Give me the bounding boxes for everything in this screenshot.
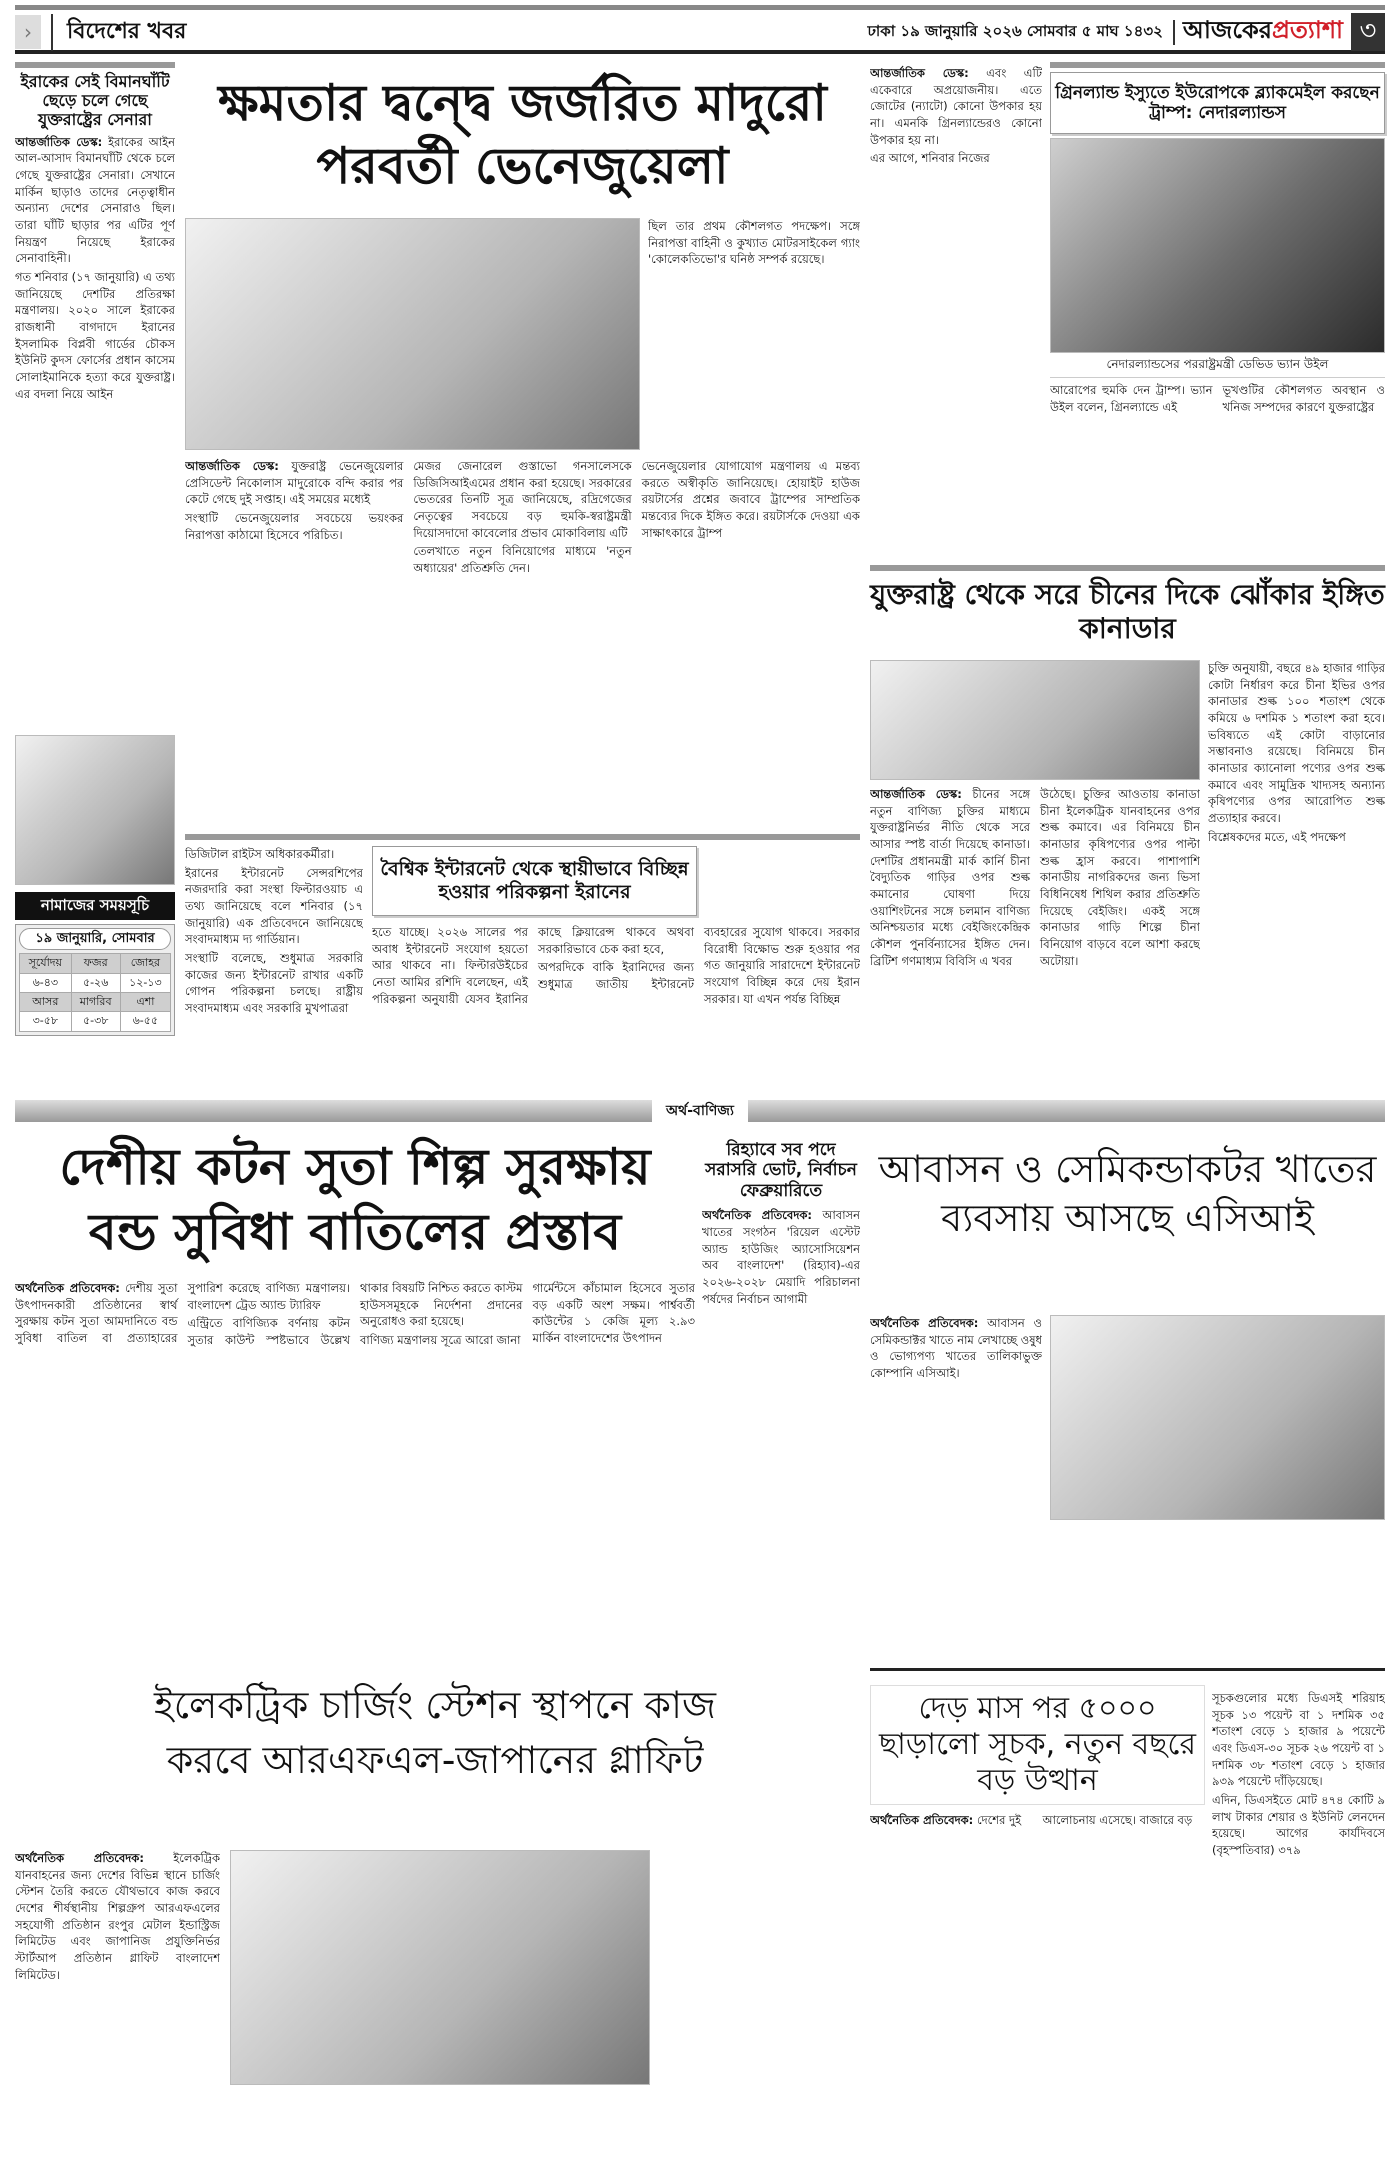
- prayer-times: নামাজের সময়সূচি ১৯ জানুয়ারি, সোমবার সূর্যোদয় ফজর জোহর ৬-৪৩ ৫-২৬ ১২-১৩ আসর মাগরিব এশা ৩-৫৮ ৫-৩৮ ৬-৫৫: [15, 892, 175, 1036]
- newspaper-logo: আজকের প্রত্যাশা: [1182, 16, 1343, 44]
- divider: [870, 1668, 1385, 1671]
- article-rihab: রিহ্যাবে সব পদে সরাসরি ভোট, নির্বাচন ফেব্রুয়ারিতে অর্থনৈতিক প্রতিবেদক: আবাসন খাতের সংগঠন 'রিয়েল এস্টেট অ্যান্ড হাউজিং অ্যাসোসিয়েশন অব বাংলাদেশ' (রিহ্যাব)-এর ২০২৬-২০২৮ মেয়াদি পরিচালনা পর্ষদের নির্বাচন আগামী: [702, 1140, 860, 1306]
- headline-iran: বৈশ্বিক ইন্টারনেট থেকে স্থায়ীভাবে বিচ্ছিন্ন হওয়ার পরিকল্পনা ইরানের: [372, 846, 697, 916]
- chevron-right-icon: ›: [15, 15, 41, 49]
- section-band: অর্থ-বাণিজ্য: [15, 1100, 1385, 1122]
- article-body: আন্তর্জাতিক ডেস্ক: চীনের সঙ্গে নতুন বাণিজ্য চুক্তির মাধ্যমে যুক্তরাষ্ট্রনির্ভর নীতি থেকে সরে আসার স্পষ্ট বার্তা দিয়েছে কানাডা। দেশটির প্রধানমন্ত্রী মার্ক কার্নি চীনা বৈদ্যুতিক গাড়ির ওপর শুল্ক কমানোর ঘোষণা দিয়ে ওয়াশিংটনের সঙ্গে চলমান বাণিজ্য অনিশ্চয়তার মধ্যে বেইজিংকেন্দ্রিক কৌশল পুনর্বিন্যাসের ইঙ্গিত দেন। ব্রিটিশ গণমাধ্যম বিবিসি এ খবর উঠেছে। চুক্তির আওতায় কানাডা চীনা ইলেকট্রিক যানবাহনের ওপর শুল্ক কমাবে। এর বিনিময়ে চীন কানাডার কৃষিপণ্যের ওপর পাল্টা শুল্ক হ্রাস করবে। পাশাপাশি কানাডীয় নাগরিকদের জন্য ভিসা বিধিনিষেধ শিথিল করার প্রতিশ্রুতি দিয়েছে বেইজিং। একই সঙ্গে কানাডার গাড়ি শিল্পে চীনা বিনিয়োগ বাড়বে বলে আশা করছে অটোয়া।: [870, 787, 1200, 968]
- headline-greenland: গ্রিনল্যান্ড ইস্যুতে ইউরোপকে ব্ল্যাকমেইল করছেন ট্রাম্প: নেদারল্যান্ডস: [1050, 72, 1385, 134]
- article-body: সূচকগুলোর মধ্যে ডিএসই শরিয়াহ সূচক ১৩ পয়েন্ট বা ১ দশমিক ৩৫ শতাংশ বেড়ে ১ হাজার ৯ পয়েন্টে এবং ডিএস-৩০ সূচক ২৬ পয়েন্ট বা ১ দশমিক ৩৮ শতাংশ বেড়ে ১ হাজার ৯৩৯ পয়েন্টে দাঁড়িয়েছে। এদিন, ডিএসইতে মোট ৪৭৪ কোটি ৯ লাখ টাকার শেয়ার ও ইউনিট লেনদেন হয়েছে। আগের কার্যদিবসে (বৃহস্পতিবার) ৩৭৯: [1212, 1691, 1385, 1858]
- article-body: আন্তর্জাতিক ডেস্ক: যুক্তরাষ্ট্র ভেনেজুয়েলার প্রেসিডেন্ট নিকোলাস মাদুরোকে বন্দি করার পর কেটে গেছে দুই সপ্তাহ। এই সময়ের মধ্যেই সংস্থাটি ভেনেজুয়েলার সবচেয়ে ভয়ংকর নিরাপত্তা কাঠামো হিসেবে পরিচিত। মেজর জেনারেল গুস্তাভো গনসালেসকে ডিজিসিআইএমের প্রধান করা হয়েছে। সরকারের ভেতরের তিনটি সূত্র জানিয়েছে, রদ্রিগেজের নেতৃত্বের সবচেয়ে বড় হুমকি-স্বরাষ্ট্রমন্ত্রী দিয়োসদাদো কাবেলোর প্রভাব মোকাবিলায় এটি তেলখাতে নতুন বিনিয়োগের মাধ্যমে 'নতুন অধ্যায়ের' প্রতিশ্রুতি দেন। ভেনেজুয়েলার যোগাযোগ মন্ত্রণালয় এ মন্তব্য করতে অস্বীকৃতি জানিয়েছে। হোয়াইট হাউজ রয়টার্সের প্রশ্নের জবাবে ট্রাম্পের সাম্প্রতিক মন্তব্যের দিকে ইঙ্গিত করে। রয়টার্সকে দেওয়া এক সাক্ষাৎকারে ট্রাম্প: [185, 459, 860, 576]
- signing-ceremony-photo: [230, 1850, 650, 2085]
- article-body: আন্তর্জাতিক ডেস্ক: এবং এটি একেবারে অপ্রয়োজনীয়। এতে জোটের (ন্যাটো) কোনো উপকার হয় না। এমনকি গ্রিনল্যান্ডেরও কোনো উপকার হয় না। এর আগে, শনিবার নিজের: [870, 66, 1042, 166]
- section-title: বিদেশের খবর: [51, 14, 186, 51]
- issue-date: ঢাকা ১৯ জানুয়ারি ২০২৬ সোমবার ৫ মাঘ ১৪৩২: [867, 20, 1174, 45]
- divider: [870, 565, 1385, 571]
- page-header: [15, 14, 1385, 54]
- divider: [1050, 62, 1385, 68]
- page-number: ৩: [1351, 13, 1385, 51]
- headline-aci: আবাসন ও সেমিকন্ডাকটর খাতের ব্যবসায় আসছে এসিআই: [878, 1147, 1377, 1241]
- article-body: চুক্তি অনুযায়ী, বছরে ৪৯ হাজার গাড়ির কোটা নির্ধারণ করে চীনা ইভির ওপর কানাডার শুল্ক ১০০ শতাংশ থেকে কমিয়ে ৬ দশমিক ১ শতাংশ করা হবে। ভবিষ্যতে এই কোটা বাড়ানোর সম্ভাবনাও রয়েছে। বিনিময়ে চীন কানাডার ক্যানোলা পণ্যের ওপর শুল্ক কমাবে এবং সামুদ্রিক খাদ্যসহ অন্যান্য কৃষিপণ্যের ওপর আরোপিত শুল্ক প্রত্যাহার করবে। বিশ্লেষকদের মতে, এই পদক্ষেপ: [1208, 661, 1385, 844]
- headline-stock: দেড় মাস পর ৫০০০ ছাড়ালো সূচক, নতুন বছরে বড় উত্থান: [870, 1685, 1205, 1805]
- divider: [185, 834, 860, 840]
- top-rule: [15, 5, 1385, 10]
- headline-canada: যুক্তরাষ্ট্র থেকে সরে চীনের দিকে ঝোঁকার ইঙ্গিত কানাডার: [870, 578, 1385, 645]
- prayer-table: সূর্যোদয় ফজর জোহর ৬-৪৩ ৫-২৬ ১২-১৩ আসর মাগরিব এশা ৩-৫৮ ৫-৩৮ ৬-৫৫: [19, 953, 171, 1031]
- venezuela-photo: [185, 218, 640, 450]
- article-body: অর্থনৈতিক প্রতিবেদক: দেশীয় সুতা উৎপাদনকারী প্রতিষ্ঠানের স্বার্থ সুরক্ষায় কটন সুতা আমদানিতে বন্ড সুবিধা বাতিল বা প্রত্যাহারের সুপারিশ করেছে বাণিজ্য মন্ত্রণালয়। বাংলাদেশ ট্রেড অ্যান্ড ট্যারিফ এন্ট্রিতে বাণিজ্যিক বর্ণনায় কটন সুতার কাউন্ট স্পষ্টভাবে উল্লেখ থাকার বিষয়টি নিশ্চিত করতে কাস্টম হাউসসমূহকে নির্দেশনা প্রদানের অনুরোধও করা হয়েছে। বাণিজ্য মন্ত্রণালয় সূত্রে আরো জানা গার্মেন্টসে কাঁচামাল হিসেবে সুতার বড় একটি অংশ সক্ষম। পার্শ্ববর্তী কাউন্টের ১ কেজি মূল্য ২.৯৩ মার্কিন বাংলাদেশের উৎপাদন: [15, 1281, 695, 1348]
- article-body: অর্থনৈতিক প্রতিবেদক: দেশের দুই আলোচনায় এসেছে। বাজারে বড়: [870, 1813, 1193, 1827]
- divider: [15, 62, 175, 68]
- article-body: ছিল তার প্রথম কৌশলগত পদক্ষেপ। সঙ্গে নিরাপত্তা বাহিনী ও কুখ্যাত মোটরসাইকেল গ্যাং 'কোলেকতিভো'র ঘনিষ্ঠ সম্পর্ক রয়েছে।: [648, 219, 860, 267]
- article-body: ডিজিটাল রাইটস অধিকারকর্মীরা। ইরানের ইন্টারনেট সেন্সরশিপের নজরদারি করা সংস্থা ফিল্টারওয়াচ এ তথ্য জানিয়েছে বলে শনিবার (১৭ জানুয়ারি) এক প্রতিবেদনে জানিয়েছে সংবাদমাধ্যম দ্য গার্ডিয়ান। সংস্থাটি বলেছে, শুধুমাত্র সরকারি কাজের জন্য ইন্টারনেট রাখার একটি গোপন পরিকল্পনা চলছে। রাষ্ট্রীয় সংবাদমাধ্যম এবং সরকারি মুখপাত্ররা: [185, 847, 363, 1016]
- mosque-photo: [15, 735, 175, 885]
- article-body: হতে যাচ্ছে। ২০২৬ সালের পর অবাধ ইন্টারনেট সংযোগ হয়তো আর থাকবে না। ফিল্টারউইচের নেতা আমির রশিদি বলেছেন, এই পরিকল্পনা অনুযায়ী যেসব ইরানির কাছে ক্লিয়ারেন্স থাকবে অথবা সরকারিভাবে চেক করা হবে, অপরদিকে বাকি ইরানিদের জন্য শুধুমাত্র জাতীয় ইন্টারনেট ব্যবহারের সুযোগ থাকবে। সরকার বিরোধী বিক্ষোভ শুরু হওয়ার পর গত জানুয়ারি সারাদেশে ইন্টারনেট সংযোগ বিচ্ছিন্ন করে দেয় ইরান সরকার। যা এখন পর্যন্ত বিচ্ছিন্ন: [372, 925, 860, 1006]
- headline: রিহ্যাবে সব পদে সরাসরি ভোট, নির্বাচন ফেব্রুয়ারিতে: [705, 1140, 857, 1201]
- headline-venezuela: ক্ষমতার দ্বন্দ্বে জর্জরিত মাদুরো পরবর্তী ভেনেজুয়েলা: [218, 74, 827, 195]
- article-iraq: [15, 72, 175, 694]
- greenland-photo: [1050, 138, 1385, 353]
- photo-caption: নেদারল্যান্ডসের পররাষ্ট্রমন্ত্রী ডেভিড ভ্যান উইল: [1050, 356, 1385, 378]
- aci-building-photo: [1050, 1315, 1385, 1520]
- headline-graphite: ইলেকট্রিক চার্জিং স্টেশন স্থাপনে কাজ করবে আরএফএল-জাপানের গ্লাফিট: [153, 1683, 717, 1783]
- headline: ইরাকের সেই বিমানঘাঁটি ছেড়ে চলে গেছে যুক্তরাষ্ট্রের সেনারা: [20, 72, 170, 130]
- canada-photo: [870, 660, 1200, 780]
- article-body: আরোপের হুমকি দেন ট্রাম্প। ভ্যান উইল বলেন, গ্রিনল্যান্ডে এই ভূখণ্ডটির কৌশলগত অবস্থান ও খনিজ সম্পদের কারণে যুক্তরাষ্ট্রের: [1050, 383, 1385, 414]
- headline-cotton: দেশীয় কটন সুতা শিল্প সুরক্ষায় বন্ড সুবিধা বাতিলের প্রস্তাব: [59, 1138, 651, 1261]
- article-body: অর্থনৈতিক প্রতিবেদক: আবাসন ও সেমিকন্ডাক্টর খাতে নাম লেখাচ্ছে ওষুধ ও ভোগ্যপণ্য খাতের তালিকাভুক্ত কোম্পানি এসিআই।: [870, 1316, 1042, 1381]
- article-body: আন্তর্জাতিক ডেস্ক: ইরাকের আইন আল-আসাদ বিমানঘাঁটি থেকে চলে গেছে যুক্তরাষ্ট্রের সেনারা। সেখানে মার্কিন ছাড়াও তাদের নেতৃত্বাধীন অন্যান্য দেশের সেনারাও ছিল। তারা ঘাঁটি ছাড়ার পর এটির পূর্ণ নিয়ন্ত্রণ নিয়েছে ইরাকের সেনাবাহিনী। গত শনিবার (১৭ জানুয়ারি) এ তথ্য জানিয়েছে দেশটির প্রতিরক্ষা মন্ত্রণালয়। ২০২০ সালে ইরাকের রাজধানী বাগদাদে ইরানের ইসলামিক বিপ্লবী গার্ডের চৌকস ইউনিট কুদস ফোর্সের প্রধান কাসেম সোলাইমানিকে হত্যা করে যুক্তরাষ্ট্র। এর বদলা নিয়ে আইন: [15, 134, 175, 401]
- article-body: অর্থনৈতিক প্রতিবেদক: ইলেকট্রিক যানবাহনের জন্য দেশের বিভিন্ন স্থানে চার্জিং স্টেশন তৈরি করতে যৌথভাবে কাজ করবে দেশের শীর্ষস্থানীয় শিল্পগ্রুপ আরএফএলের সহযোগী প্রতিষ্ঠান রংপুর মেটাল ইন্ডাস্ট্রিজ লিমিটেড এবং জাপানিজ প্রযুক্তিনির্ভর স্টার্টআপ প্রতিষ্ঠান গ্লাফিট বাংলাদেশ লিমিটেড।: [15, 1851, 220, 1982]
